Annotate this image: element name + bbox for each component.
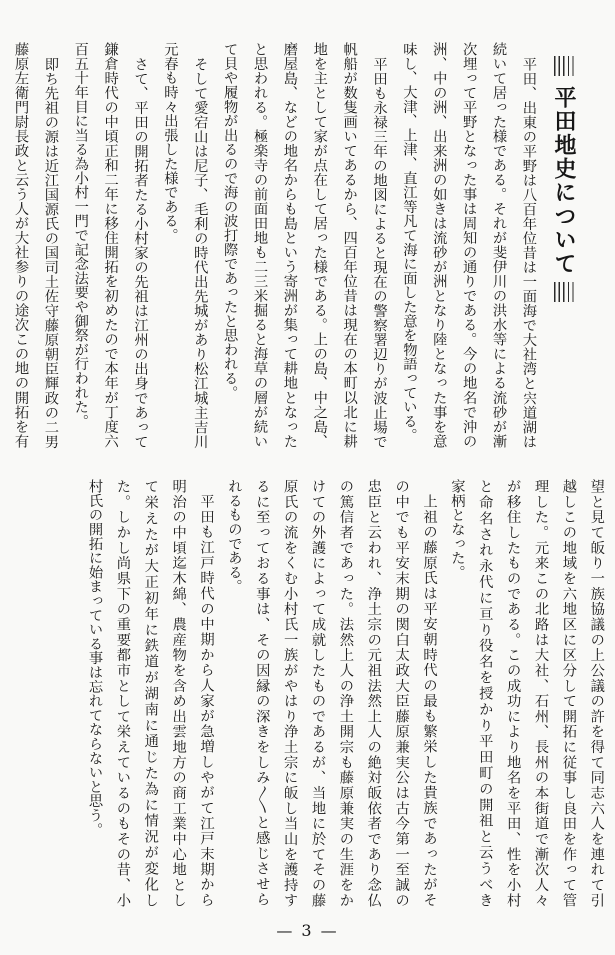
text-column: 地を主として家が点在して居った様である。上の島、中之島、 <box>311 42 328 448</box>
text-column: 家柄となった。 <box>449 479 466 580</box>
text-column: 鎌倉時代の中頃正和二年に移住開拓を初めたので本年が丁度六 <box>102 42 119 448</box>
text-column: 理した。元来この北路は大社、石州、長州の本街道で漸次人々 <box>533 479 549 907</box>
page-number: — 3 — <box>276 921 339 940</box>
text-column: 洲、中の洲、出来洲の如きは流砂が洲となり陸となった事を意 <box>431 42 448 448</box>
text-column: た。しかし尚県下の重要都市として栄えているのもその昔、小 <box>114 479 131 907</box>
title-ornament-top <box>554 56 574 76</box>
text-column: 続いて居った様である。それが斐伊川の洪水等による流砂が漸 <box>491 42 507 448</box>
text-column: 望と見て皈り一族協議の上公議の許を得て同志六人を連れて引 <box>588 479 605 907</box>
text-column: 百五十年目に当る為小村一門で記念法要や御祭が行われた。 <box>72 42 89 429</box>
text-column: れるものである。 <box>226 479 243 594</box>
paragraph-first-line: さて、平田の開拓者たる小村家の先祖は江州の出身であって <box>132 56 149 448</box>
text-column: 帆船が数隻画いてあるから、四百年位昔は現在の本町以北に耕 <box>341 42 358 448</box>
text-column: て貝や履物が出るので海の波打際であったと思われる。 <box>222 42 239 400</box>
upper-text-block <box>12 42 538 448</box>
text-column: けての外護によって成就したものであるが、当地に於てその藤 <box>310 479 326 907</box>
paragraph-first-line: 平田、出東の平野は八百年位昔は一面海で大社湾と宍道湖は <box>520 56 537 448</box>
text-column: 元春も時々出張した様である。 <box>162 42 179 243</box>
article-title: 平田地史について <box>551 86 577 274</box>
text-column: て栄えたが大正初年に鉄道が湖南に通じた為に情況が変化し <box>142 479 159 907</box>
text-column: 次埋って平野となった事は周知の通りである。今の地名で沖の <box>461 42 478 448</box>
title-ornament-bottom <box>554 282 574 302</box>
text-column: と思われる。極楽寺の前面田地も二三米掘ると海草の層が続い <box>252 42 268 448</box>
text-column: 藤原左衛門尉長政と云う人が大社参りの途次この地の開拓を有 <box>13 42 29 448</box>
lower-text-block <box>86 479 606 907</box>
text-column: 明治の中頃迄木綿、農産物を含め出雲地方の商工業中心地とし <box>170 479 187 907</box>
text-column: の篤信者であった。法然上人の浄土開宗も藤原兼実の生涯をか <box>337 479 354 907</box>
text-column: 忠臣と云われ、浄土宗の元祖法然上人の絶対皈依者であり念仏 <box>365 479 382 907</box>
text-column: 味し、大津、上津、直江等凡て海に面した意を物語っている。 <box>401 42 418 443</box>
text-column: 村氏の開拓に始まっている事は忘れてならないと思う。 <box>87 479 103 837</box>
paragraph-first-line: そして愛宕山は尼子、毛利の時代出先城があり松江城主吉川 <box>192 56 209 448</box>
paragraph-first-line: 即ち先祖の源は近江国源氏の国司土佐守藤原朝臣輝政の二男 <box>42 56 59 448</box>
text-column: 原氏の流をくむ小村氏一族がやはり浄土宗に皈し当山を護持す <box>282 479 299 907</box>
text-column: 越しこの地域を六地区に区分して開拓に従事し良田を作って管 <box>560 479 577 907</box>
text-column: るに至っておる事は、その因縁の深きをしみ〳〵と感じさせら <box>254 479 271 907</box>
title-block <box>546 56 582 302</box>
text-column: と命名され永代に亘り役名を授かり平田町の開祖と云うべき <box>477 479 494 907</box>
text-column: が移住したものである。この成功により地名を平田、性を小村 <box>505 479 522 907</box>
paragraph-first-line: 上祖の藤原氏は平安朝時代の最も繁栄した貴族であったがそ <box>421 494 438 907</box>
text-column: の中でも平安末期の関白太政大臣藤原兼実公は古今第一至誠の <box>393 479 410 907</box>
paragraph-first-line: 平田も江戸時代の中期から人家が急増しやがて江戸末期から <box>198 494 215 907</box>
text-column: 磨屋島、などの地名からも島という寄洲が集って耕地となった <box>281 42 298 448</box>
paragraph-first-line: 平田も永禄三年の地図によると現在の警察署辺りが波止場で <box>371 56 388 448</box>
